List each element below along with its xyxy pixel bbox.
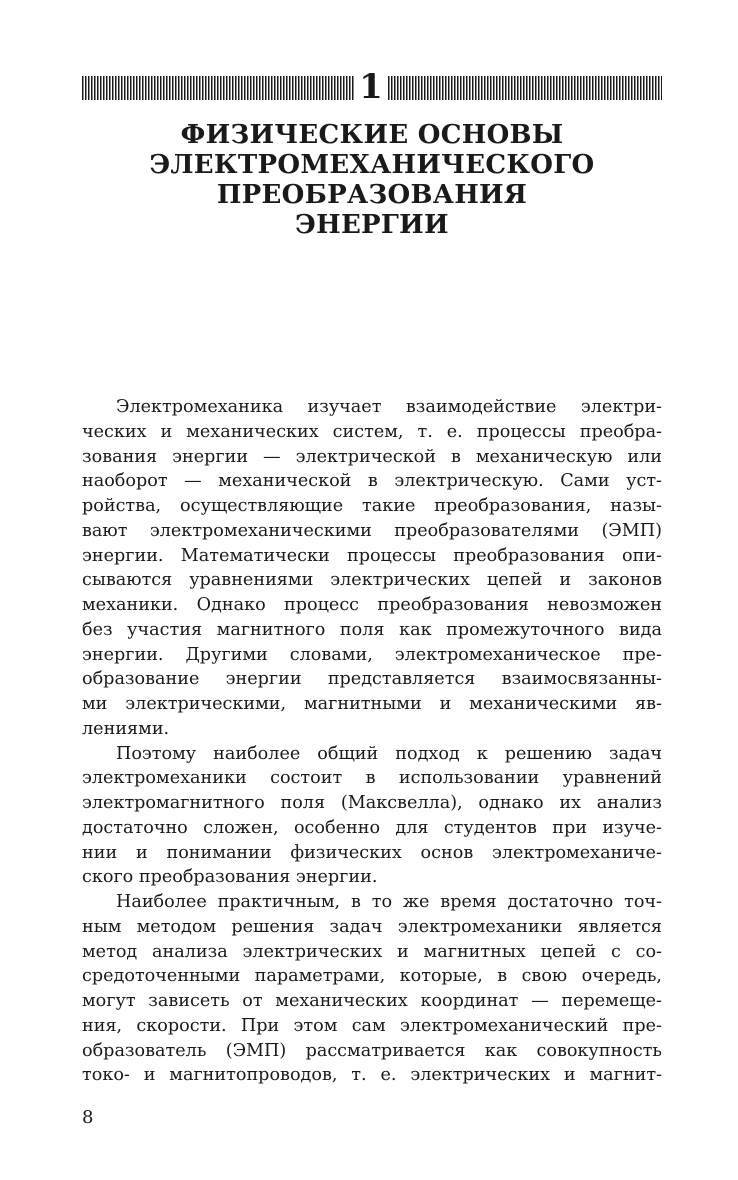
- text-line: лениями.: [82, 718, 170, 739]
- text-line: ным методом решения задач электромеханики является: [82, 916, 662, 937]
- chapter-number: 1: [359, 67, 383, 107]
- paragraph: [82, 395, 662, 742]
- text-line: могут зависеть от механических координат — перемеще-: [82, 991, 662, 1011]
- chapter-title-line: ПРЕОБРАЗОВАНИЯ: [216, 180, 528, 210]
- text-line: метод анализа электрических и магнитных цепей с со-: [82, 941, 662, 962]
- text-line: энергии. Другими словами, электромеханическое пре-: [82, 644, 662, 665]
- page-number: 8: [82, 1107, 94, 1128]
- text-line: сываются уравнениями электрических цепей и законов: [82, 570, 662, 591]
- chapter-title-line: ЭЛЕКТРОМЕХАНИЧЕСКОГО: [149, 150, 595, 180]
- text-line: ройства, осуществляющие такие преобразования, назы-: [82, 496, 662, 516]
- text-line: токо- и магнитопроводов, т. е. электрических и магнит-: [82, 1065, 662, 1086]
- text-line: без участия магнитного поля как промежуточного вида: [82, 619, 662, 640]
- text-line: Электромеханика изучает взаимодействие электри-: [116, 397, 662, 417]
- text-line: электромагнитного поля (Максвелла), однако их анализ: [82, 793, 662, 813]
- text-line: Наиболее практичным, в то же время достаточно точ-: [116, 892, 662, 912]
- text-line: ми электрическими, магнитными и механическими яв-: [82, 694, 662, 714]
- text-line: ческих и механических систем, т. е. процессы преобра-: [82, 421, 662, 442]
- text-line: образователь (ЭМП) рассматривается как совокупность: [82, 1040, 662, 1061]
- text-line: ского преобразования энергии.: [82, 867, 378, 888]
- text-line: образование энергии представляется взаимосвязанны-: [82, 669, 662, 690]
- text-line: средоточенными параметрами, которые, в свою очередь,: [82, 966, 662, 987]
- decorative-hatch-left: [82, 76, 354, 100]
- text-line: вают электромеханическими преобразователями (ЭМП): [82, 520, 662, 541]
- body-text: [82, 395, 662, 1088]
- chapter-header-bar: [82, 67, 662, 107]
- text-line: ния, скорости. При этом сам электромеханический пре-: [82, 1015, 662, 1036]
- text-line: Поэтому наиболее общий подход к решению задач: [116, 743, 662, 764]
- text-line: достаточно сложен, особенно для студентов при изуче-: [82, 817, 662, 838]
- chapter-title: [82, 120, 662, 240]
- decorative-hatch-right: [388, 76, 662, 100]
- paragraph: [82, 742, 662, 891]
- text-line: энергии. Математически процессы преобразования опи-: [82, 545, 662, 566]
- text-line: механики. Однако процесс преобразования невозможен: [82, 595, 662, 615]
- paragraph: [82, 890, 662, 1088]
- chapter-title-line: ФИЗИЧЕСКИЕ ОСНОВЫ: [180, 120, 564, 150]
- text-line: нии и понимании физических основ электромеханиче-: [82, 842, 662, 863]
- chapter-title-line: ЭНЕРГИИ: [295, 210, 449, 240]
- text-line: электромеханики состоит в использовании уравнений: [82, 768, 662, 789]
- text-line: наоборот — механической в электрическую. Сами уст-: [82, 471, 662, 492]
- text-line: зования энергии — электрической в механическую или: [82, 446, 662, 467]
